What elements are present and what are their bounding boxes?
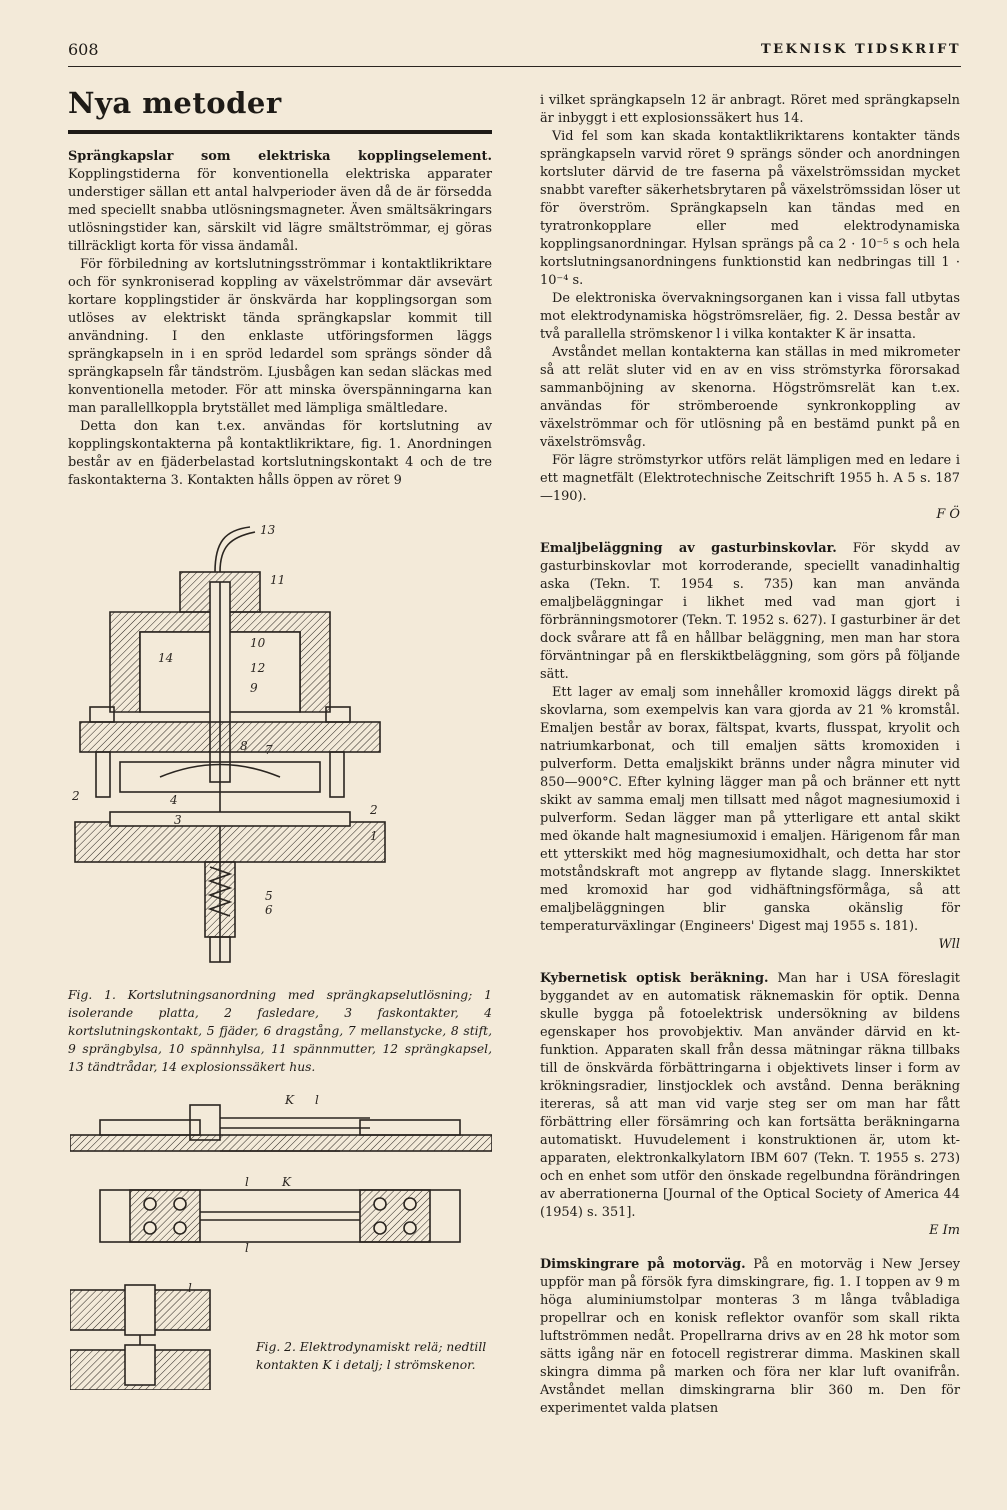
- journal-title: TEKNISK TIDSKRIFT: [760, 42, 961, 57]
- article1-paragraph-7: Avståndet mellan kontakterna kan ställas in med mikrometer så att relät sluter vid en av en viss strömstyrka förorsakad sammanböjning av skenorna. Högströmsrelät kan t.ex. användas för strömberoende synkronkoppling av växelströmmar och för utlösning på en bestämd punkt på en växelströmsvåg.: [540, 345, 960, 450]
- svg-text:K: K: [282, 1175, 291, 1189]
- article4-text: På en motorväg i New Jersey uppför man på försök fyra dimskingrare, fig. 1. I toppen av 9 m höga aluminiumstolpar monteras 3 m långa tvåbladiga propellrar och en konisk reflektor ovanför som skall rikta luftströmmen nedåt. Propellrarna drivs av en 28 hk motor som sätts igång när en fotocell registrerar dimma. Maskinen skall skingra dimma på marken och föra ner klar luft ovanifrån. Avståndet mellan dimskingrarna blir 360 m. Den för experimentet valda platsen: [540, 1257, 960, 1416]
- svg-text:l: l: [315, 1093, 319, 1107]
- article3-signature: E Im: [929, 1223, 960, 1238]
- article3-paragraph-1: [540, 970, 960, 1222]
- article1-paragraph-6: De elektroniska övervakningsorganen kan i vissa fall utbytas mot elektrodynamiska högströmsreläer, fig. 2. Dessa består av två parallella strömskenor l i vilka kontakter K är insatta.: [540, 291, 960, 342]
- article2-signature: Wll: [938, 937, 960, 952]
- svg-text:l: l: [188, 1281, 192, 1295]
- svg-text:2: 2: [370, 803, 378, 817]
- article2-paragraph-1: [540, 540, 960, 684]
- svg-text:6: 6: [265, 903, 273, 917]
- article4-heading: Dimskingrare på motorväg.: [540, 1257, 746, 1272]
- svg-text:2: 2: [72, 789, 80, 803]
- article1-paragraph-4: i vilket sprängkapseln 12 är anbragt. Röret med sprängkapseln är inbyggt i ett explosionssäkert hus 14.: [540, 93, 960, 126]
- article4-paragraph-1: [540, 1256, 960, 1418]
- svg-text:10: 10: [250, 636, 266, 650]
- article3-heading: Kybernetisk optisk beräkning.: [540, 971, 769, 986]
- svg-text:K: K: [285, 1093, 294, 1107]
- page-number: 608: [68, 40, 99, 59]
- svg-text:4: 4: [170, 793, 178, 807]
- svg-text:3: 3: [174, 813, 182, 827]
- figure-2-caption: Fig. 2. Elektrodynamiskt relä; nedtill kontakten K i detalj; l strömskenor.: [256, 1340, 487, 1372]
- article1-p1-text: Kopplingstiderna för konventionella elektriska apparater understiger sällan ett antal halvperioder även då de är försedda med speciellt snabba utlösningsmagneter. Även smältsäkringars utlösningstider kan, särskilt vid lägre smältströmmar, ej göras tillräckligt korta för vissa ändamål.: [68, 167, 492, 254]
- figure-1-caption: Fig. 1. Kortslutningsanordning med sprängkapselutlösning; 1 isolerande platta, 2 fasledare, 3 faskontakter, 4 kortslutningskontakt, 5 fjäder, 6 dragstång, 7 mellanstycke, 8 stift, 9 sprängbylsa, 10 spännhylsa, 11 spännmutter, 12 sprängkapsel, 13 tändtrådar, 14 explosionssäkert hus.: [68, 988, 492, 1074]
- svg-text:11: 11: [270, 573, 286, 587]
- svg-text:7: 7: [265, 743, 273, 757]
- article1-paragraph-2: För förbiledning av kortslutningsströmmar i kontaktlikriktare och för synkroniserad koppling av växelströmmar där avsevärt kortare kopplingstider är önskvärda har kopplingsorgan som utlöses av elektriskt tända sprängkapslar kommit till användning. I den enklaste utföringsformen läggs sprängkapseln in i en spröd ledardel som sprängs sönder då sprängkapseln får tändström. Ljusbågen kan sedan släckas med konventionella metoder. För att minska överspänningarna kan man parallellkoppla brytstället med lämpliga smältledare.: [68, 257, 492, 416]
- article3-text: Man har i USA föreslagit byggandet av en automatisk räknemaskin för optik. Denna skulle bygga på fotoelektrisk undersökning av bildens egenskaper hos provobjektiv. Man använder därvid en kt-funktion. Apparaten skall från dessa mätningar räkna tillbaks till de önskvärda förbättringarna i objektivets linser i form av krökningsradier, linstjocklek och avstånd. Denna beräkning itereras, så att man vid varje steg ser om man har fått förbättring eller försämring och kan fortsätta beräkningarna automatiskt. Huvudelement i konstruktionen är, utom kt-apparaten, elektronkalkylatorn IBM 607 (Tekn. T. 1955 s. 273) och en enhet som utför den önskade regelbundna förändringen av aberrationerna [Journal of the Optical Society of America 44 (1954) s. 351].: [540, 971, 960, 1220]
- left-column: [68, 148, 492, 490]
- svg-text:1: 1: [370, 829, 378, 843]
- svg-text:l: l: [245, 1175, 249, 1189]
- figure-1-drawing: [70, 522, 390, 977]
- svg-text:8: 8: [240, 739, 248, 753]
- article1-heading: Sprängkapslar som elektriska kopplingselement.: [68, 149, 492, 164]
- section-title: Nya metoder: [68, 86, 282, 120]
- article1-paragraph-8: För lägre strömstyrkor utförs relät lämpligen med en ledare i ett magnetfält (Elektrotechnische Zeitschrift 1955 h. A 5 s. 187—190).: [540, 453, 960, 504]
- right-column: [540, 92, 960, 1418]
- article1-paragraph-1: [68, 148, 492, 256]
- svg-text:5: 5: [265, 889, 273, 903]
- svg-text:9: 9: [250, 681, 258, 695]
- header-divider: [68, 66, 961, 67]
- article2-paragraph-2: Ett lager av emalj som innehåller kromoxid läggs direkt på skovlarna, som exempelvis kan vara gjorda av 21 % kromstål. Emaljen består av borax, fältspat, kvarts, flusspat, kryolit och natriumkarbonat, och till emaljen sätts kromoxiden i pulverform. Detta emaljskikt bränns under några minuter vid 850—900°C. Efter kylning lägger man på och bränner ett nytt skikt av samma emalj men tillsatt med något magnesiumoxid i pulverform. Sedan lägger man på ytterligare ett antal skikt med ökande halt magnesiumoxid i emaljen. Härigenom får man ett ytterskikt med hög magnesiumoxidhalt, och detta har stor motståndskraft mot angrepp av flytande slagg. Innerskiktet med kromoxid har god vidhäftningsförmåga, så att emaljbeläggningen blir ganska okänslig för temperaturväxlingar (Engineers' Digest maj 1955 s. 181).: [540, 685, 960, 934]
- svg-text:13: 13: [260, 523, 276, 537]
- article2-heading: Emaljbeläggning av gasturbinskovlar.: [540, 541, 837, 556]
- svg-text:12: 12: [250, 661, 266, 675]
- article1-signature: F Ö: [936, 507, 960, 522]
- article2-text: För skydd av gasturbinskovlar mot korroderande, speciellt vanadinhaltig aska (Tekn. T. 1954 s. 735) kan man använda emaljbeläggningar i likhet med vad man gjort i förbränningsmotorer (Tekn. T. 1952 s. 627). I gasturbiner är det dock svårare att få en hållbar beläggning, men man har stora förväntningar på en flerskiktbeläggning, som görs på följande sätt.: [540, 541, 960, 682]
- section-title-rule: [68, 130, 492, 134]
- svg-text:14: 14: [158, 651, 174, 665]
- article1-paragraph-5: Vid fel som kan skada kontaktlikriktarens kontakter tänds sprängkapseln varvid röret 9 sprängs sönder och anordningen kortsluter därvid de tre faserna på växelströmssidan mycket snabbt varefter säkerhetsbrytaren på växelströmssidan löser ut för överström. Sprängkapseln kan tändas med en tyratronkopplare eller med elektrodynamiska kopplingsanordningar. Hylsan sprängs på ca 2 · 10⁻⁵ s och hela kortslutningsanordningens funktionstid kan nedbringas till 1 · 10⁻⁴ s.: [540, 129, 960, 288]
- article1-paragraph-3: Detta don kan t.ex. användas för kortslutning av kopplingskontakterna på kontaktlikriktare, fig. 1. Anordningen består av en fjäderbelastad kortslutningskontakt 4 och de tre faskontakterna 3. Kontakten hålls öppen av röret 9: [68, 419, 492, 488]
- svg-text:l: l: [245, 1241, 249, 1255]
